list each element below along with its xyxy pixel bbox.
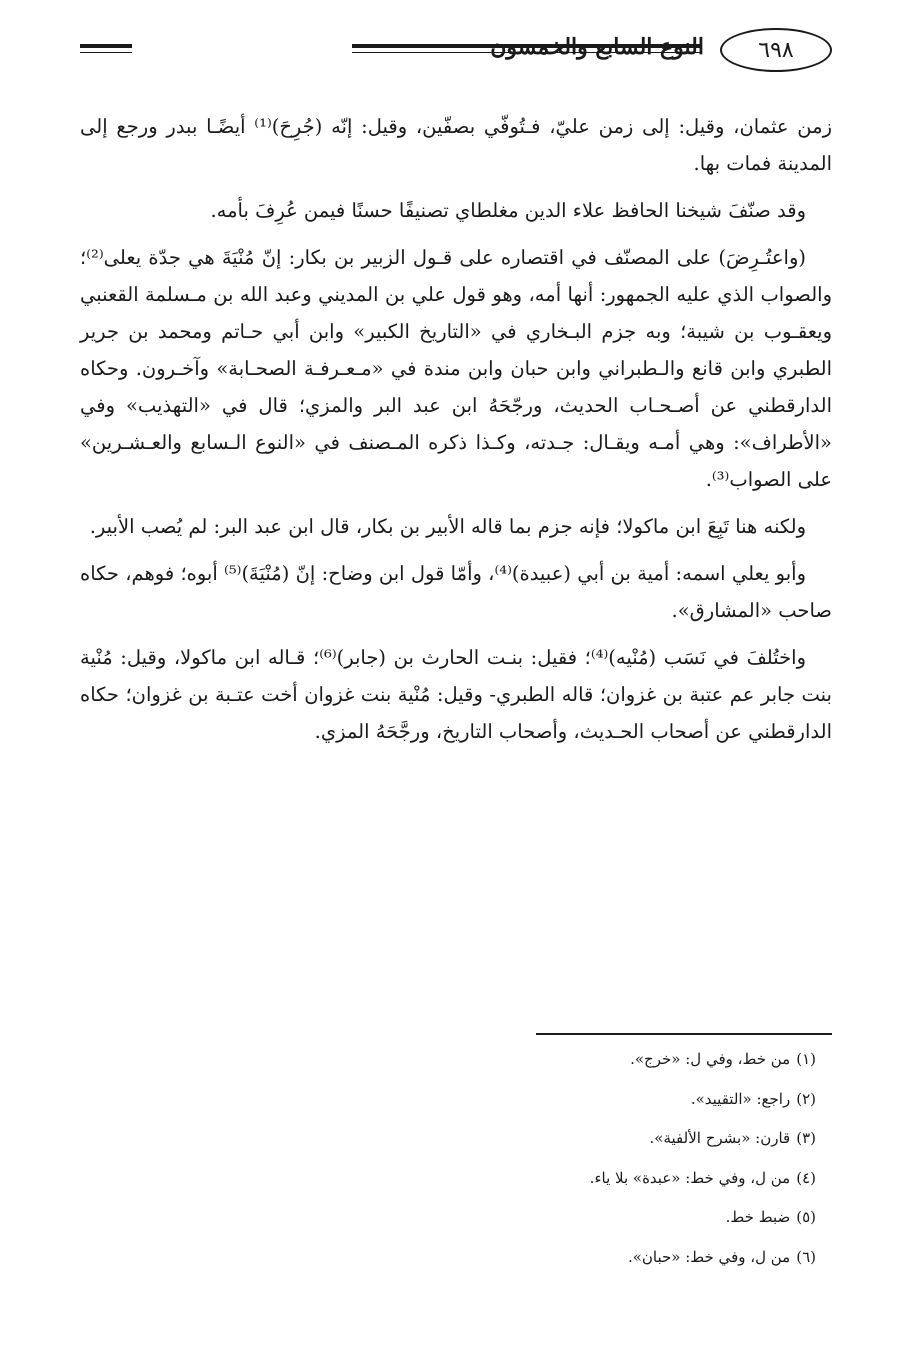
footnote-item [80,1119,816,1159]
paragraph: ولكنه هنا تَبِعَ ابن ماكولا؛ فإنه جزم بما قاله الأبير بن بكار، قال ابن عبد البر: لم يُصب الأبير. [89,515,806,538]
paragraph: وأبو يعلي اسمه: أمية بن أبي (عبيدة)⁽⁴⁾، وأمّا قول ابن وضاح: إنّ (مُنْيَةَ)⁽⁵⁾ أبوه؛ فوهم، حكاه صاحب «المشارق». [80,562,832,622]
footnote-item [80,1198,816,1238]
footnote-text: قارن: «بشرح الألفية». [649,1129,791,1147]
paragraph: زمن عثمان، وقيل: إلى زمن عليّ، فـتُوفّي بصفّين، وقيل: إنّه (جُرِحَ)⁽¹⁾ أيضًـا ببدر ورجع إلى المدينة فمات بها. [80,115,832,175]
page-number: ٦٩٨ [720,28,832,72]
footnotes [80,1040,832,1277]
paragraph: (واعتُـرِضَ) على المصنّف في اقتصاره على قـول الزبير بن بكار: إنّ مُنْيَةَ هي جدّة يعلى⁽²⁾؛ والصواب الذي عليه الجمهور: أنها أمه، وهو قول علي بن المديني وعبد الله بن مـسلمة القعنبي ويعقـوب بن شيبة؛ وبه جزم البـخاري في «التاريخ الكبير» وابن أبي حـاتم ومحمد بن جرير الطبري وابن قانع والـطبراني وابن حبان وابن مندة في «مـعـرفـة الصحـابة» وآخـرون. وحكاه الدارقطني عن أصـحـاب الحديث، ورجّحَهُ ابن عبد البر والمزي؛ قال في «التهذيب» وفي «الأطراف»: وهي أمـه ويقـال: جـدته، وكـذا ذكره المـصنف في «النوع الـسابع والعـشـرين» على الصواب⁽³⁾. [80,246,832,491]
body-text [80,108,832,760]
header-title: النوع السابع والخمسون [490,34,704,60]
footnote-number: (٤) [796,1168,816,1187]
footnote-text: من ل، وفي خط: «عبدة» بلا ياء. [589,1168,791,1187]
paragraph: واختُلفَ في نَسَب (مُنْيه)⁽⁴⁾؛ فقيل: بنـت الحارث بن (جابر)⁽⁶⁾؛ قـاله ابن ماكولا، وقيل: مُنْية بنت جابر عم عتبة بن غزوان؛ قاله الطبري- وقيل: مُنْية بنت غزوان أخت عتـبة بن غزوان؛ حكاه الدارقطني عن أصحاب الحـديث، وأصحاب التاريخ، ورجَّحَهُ المزي. [80,646,832,743]
footnote-text: راجع: «التقييد». [690,1089,791,1108]
paragraph: وقد صنّفَ شيخنا الحافظ علاء الدين مغلطاي تصنيفًا حسنًا فيمن عُرِفَ بأمه. [210,199,806,222]
footnote-number: (٣) [796,1129,816,1147]
header-rule-left-thick [80,44,132,48]
page-header [80,26,832,76]
footnote-number: (١) [796,1050,816,1068]
footnote-number: (٦) [796,1247,816,1266]
footnote-text: ضبط خط. [725,1208,791,1226]
footnote-item [80,1238,816,1278]
footnote-number: (٢) [796,1089,816,1108]
footnote-text: من ل، وفي خط: «حبان». [627,1247,791,1266]
footnote-item [80,1040,816,1080]
footnote-item [80,1080,816,1120]
header-rule-left-thin [80,52,132,53]
footnote-text: من خط، وفي ل: «خرج». [630,1050,791,1068]
footnote-number: (٥) [796,1208,816,1226]
footnote-divider [536,1033,832,1035]
footnote-item [80,1159,816,1199]
